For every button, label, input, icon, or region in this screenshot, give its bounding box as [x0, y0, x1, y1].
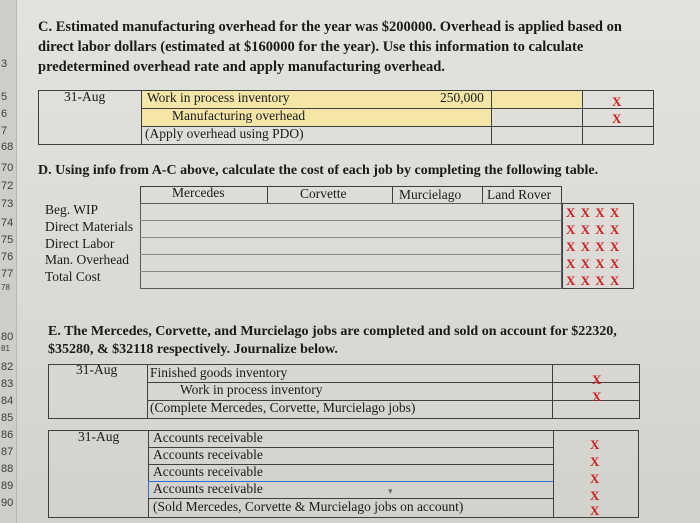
row-label: Direct Materials — [45, 219, 134, 234]
journal-date: 31-Aug — [78, 429, 120, 444]
row-number: 84 — [1, 395, 14, 407]
empty-cell — [491, 126, 583, 145]
journal-date: 31-Aug — [64, 89, 106, 104]
account-line: Accounts receivable — [153, 430, 263, 445]
column-header-mercedes: Mercedes — [172, 185, 225, 200]
chevron-down-icon[interactable]: ▾ — [388, 487, 393, 497]
debit-amount-cell-2[interactable] — [491, 108, 583, 127]
row-number: 81 — [1, 344, 10, 353]
red-x-mark: X — [612, 94, 622, 109]
red-x-mark-row: X X X X — [566, 239, 621, 254]
grid-line — [140, 254, 562, 255]
red-x-mark: X — [590, 437, 600, 452]
red-x-mark: X — [592, 389, 602, 404]
cost-input-area — [140, 203, 562, 289]
row-number: 80 — [1, 331, 14, 343]
empty-cell — [582, 126, 654, 145]
column-header-murcielago: Murcielago — [399, 187, 462, 202]
grid-line — [140, 220, 562, 221]
grid-line — [140, 271, 562, 272]
credit-account: Manufacturing overhead — [172, 108, 306, 123]
row-number: 85 — [1, 412, 14, 424]
debit-amount-cell[interactable] — [491, 90, 583, 109]
account-line: Accounts receivable — [153, 464, 263, 479]
row-number: 78 — [1, 283, 10, 292]
row-label: Direct Labor — [45, 236, 115, 251]
section-d-heading: D. Using info from A-C above, calculate the cost of each job by completing the following table. — [38, 163, 599, 178]
column-header-corvette: Corvette — [300, 186, 347, 201]
grid-line — [140, 237, 562, 238]
journal-note: (Sold Mercedes, Corvette & Murcielago jobs on account) — [153, 499, 464, 514]
credit-account: Work in process inventory — [180, 382, 323, 397]
row-number: 76 — [1, 251, 14, 263]
red-x-mark: X — [590, 488, 600, 503]
red-x-mark-row: X X X X — [566, 222, 621, 237]
account-line: Accounts receivable — [153, 447, 263, 462]
row-number: 74 — [1, 217, 14, 229]
red-x-mark: X — [590, 454, 600, 469]
section-e-line-2: $35280, & $32118 respectively. Journalize below. — [48, 342, 338, 357]
red-x-mark: X — [590, 503, 600, 518]
red-x-mark: X — [590, 471, 600, 486]
row-number: 83 — [1, 378, 14, 390]
red-x-mark: X — [592, 372, 602, 387]
row-number: 7 — [1, 125, 8, 137]
row-number: 82 — [1, 361, 14, 373]
row-number: 72 — [1, 180, 14, 192]
row-number: 88 — [1, 463, 14, 475]
row-number: 6 — [1, 108, 8, 120]
row-number: 68 — [1, 141, 14, 153]
row-label: Total Cost — [45, 269, 101, 284]
row-label: Beg. WIP — [45, 202, 98, 217]
debit-amount: 250,000 — [440, 90, 484, 105]
row-number: 73 — [1, 198, 14, 210]
journal-date: 31-Aug — [76, 362, 118, 377]
row-number: 75 — [1, 234, 14, 246]
debit-account: Finished goods inventory — [150, 365, 288, 380]
section-c-line-3: predetermined overhead rate and apply manufacturing overhead. — [38, 59, 445, 75]
red-x-mark: X — [612, 111, 622, 126]
row-number: 77 — [1, 268, 14, 280]
row-number: 3 — [1, 58, 8, 70]
red-x-mark-row: X X X X — [566, 256, 621, 271]
row-number: 90 — [1, 497, 14, 509]
account-line: Accounts receivable — [153, 481, 263, 496]
section-c-line-2: direct labor dollars (estimated at $160000 for the year). Use this information to calculate — [38, 39, 584, 55]
debit-account: Work in process inventory — [147, 90, 290, 105]
red-x-mark-row: X X X X — [566, 273, 621, 288]
row-number: 87 — [1, 446, 14, 458]
section-e-line-1: E. The Mercedes, Corvette, and Murcielago jobs are completed and sold on account for $22320, — [48, 324, 617, 339]
red-x-mark-row: X X X X — [566, 205, 621, 220]
row-number: 70 — [1, 162, 14, 174]
row-label: Man. Overhead — [45, 252, 129, 267]
journal-note: (Complete Mercedes, Corvette, Murcielago jobs) — [150, 400, 416, 415]
row-number: 86 — [1, 429, 14, 441]
row-number: 5 — [1, 91, 8, 103]
row-number: 89 — [1, 480, 14, 492]
column-header-land-rover: Land Rover — [487, 187, 552, 202]
section-c-line-1: C. Estimated manufacturing overhead for the year was $200000. Overhead is applied based on — [38, 19, 622, 35]
journal-note: (Apply overhead using PDO) — [145, 126, 304, 141]
